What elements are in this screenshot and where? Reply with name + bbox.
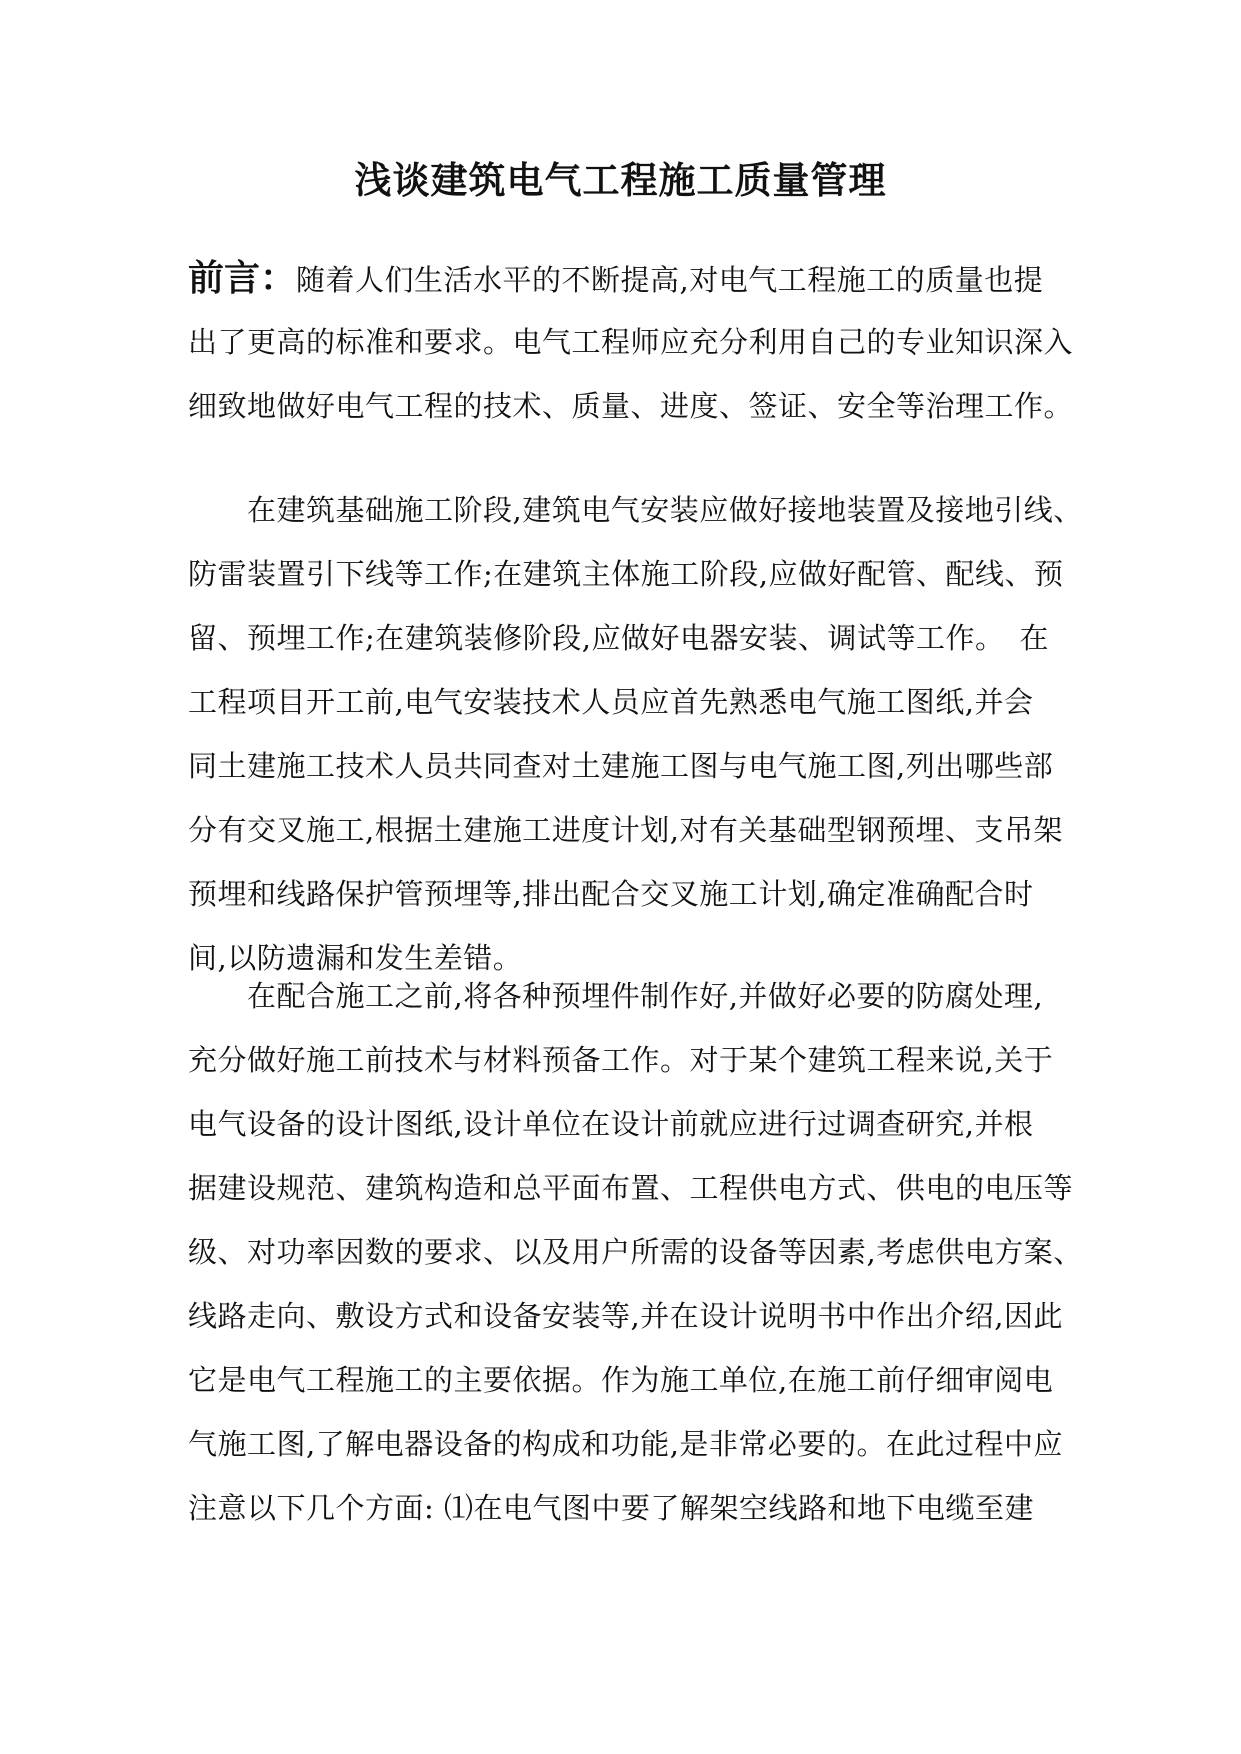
intro-lead: 前言： bbox=[188, 257, 297, 299]
paragraph-1-line: 防雷装置引下线等工作;在建筑主体施工阶段,应做好配管、配线、预 bbox=[188, 557, 1064, 591]
paragraph-2-line: 级、对功率因数的要求、以及用户所需的设备等因素,考虑供电方案、 bbox=[188, 1235, 1083, 1269]
paragraph-1-line: 同土建施工技术人员共同查对土建施工图与电气施工图,列出哪些部 bbox=[188, 749, 1054, 783]
body-paragraph-2 bbox=[188, 964, 1083, 1540]
paragraph-1-line: 在建筑基础施工阶段,建筑电气安装应做好接地装置及接地引线、 bbox=[188, 493, 1083, 527]
paragraph-1-line: 间,以防遗漏和发生差错。 bbox=[188, 941, 523, 975]
intro-line-1 bbox=[188, 246, 1068, 310]
paragraph-2-line: 注意以下几个方面: ⑴在电气图中要了解架空线路和地下电缆至建 bbox=[188, 1491, 1034, 1525]
intro-paragraph bbox=[188, 246, 1074, 438]
paragraph-2-line: 在配合施工之前,将各种预埋件制作好,并做好必要的防腐处理, bbox=[188, 979, 1044, 1013]
intro-line-1-text: 随着人们生活水平的不断提高,对电气工程施工的质量也提 bbox=[296, 263, 1044, 297]
paragraph-2-line: 据建设规范、建筑构造和总平面布置、工程供电方式、供电的电压等 bbox=[188, 1171, 1074, 1205]
paragraph-2-line: 线路走向、敷设方式和设备安装等,并在设计说明书中作出介绍,因此 bbox=[188, 1299, 1063, 1333]
paragraph-1-line: 工程项目开工前,电气安装技术人员应首先熟悉电气施工图纸,并会 bbox=[188, 685, 1034, 719]
body-paragraph-1 bbox=[188, 478, 1083, 990]
paragraph-1-line: 分有交叉施工,根据土建施工进度计划,对有关基础型钢预埋、支吊架 bbox=[188, 813, 1063, 847]
paragraph-2-line: 充分做好施工前技术与材料预备工作。对于某个建筑工程来说,关于 bbox=[188, 1043, 1054, 1077]
paragraph-2-line: 电气设备的设计图纸,设计单位在设计前就应进行过调查研究,并根 bbox=[188, 1107, 1034, 1141]
paragraph-2-line: 气施工图,了解电器设备的构成和功能,是非常必要的。在此过程中应 bbox=[188, 1427, 1063, 1461]
paragraph-2-line: 它是电气工程施工的主要依据。作为施工单位,在施工前仔细审阅电 bbox=[188, 1363, 1054, 1397]
document-title: 浅谈建筑电气工程施工质量管理 bbox=[354, 158, 887, 202]
intro-line-2: 出了更高的标准和要求。电气工程师应充分利用自己的专业知识深入 bbox=[188, 325, 1074, 359]
intro-line-3: 细致地做好电气工程的技术、质量、进度、签证、安全等治理工作。 bbox=[188, 389, 1074, 423]
paragraph-1-line: 预埋和线路保护管预埋等,排出配合交叉施工计划,确定准确配合时 bbox=[188, 877, 1034, 911]
paragraph-1-line: 留、预埋工作;在建筑装修阶段,应做好电器安装、调试等工作。 在 bbox=[188, 621, 1049, 655]
